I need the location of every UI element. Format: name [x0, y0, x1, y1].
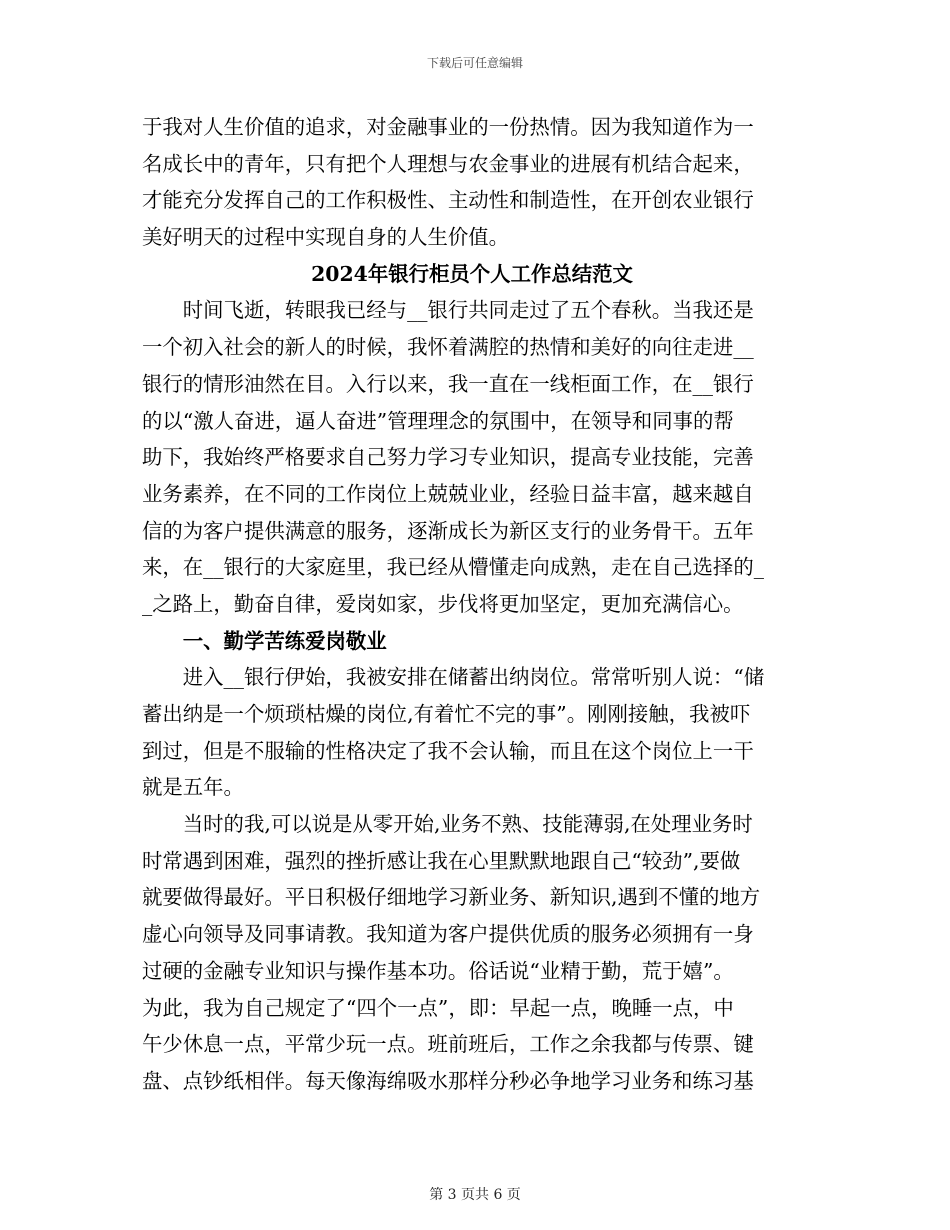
- body-text-line: 时间飞逝，转眼我已经与__银行共同走过了五个春秋。当我还是: [142, 298, 754, 323]
- body-text-line: 虚心向领导及同事请教。我知道为客户提供优质的服务必须拥有一身: [142, 922, 754, 947]
- body-text-line: 助下，我始终严格要求自己努力学习专业知识，提高专业技能，完善: [142, 445, 754, 470]
- body-text-line: 就是五年。: [142, 775, 244, 800]
- body-text-line: 信的为客户提供满意的服务，逐渐成长为新区支行的业务骨干。五年: [142, 518, 754, 543]
- document-body: [142, 109, 802, 1100]
- document-title: 2024年银行柜员个人工作总结范文: [311, 261, 633, 286]
- body-text-line: 到过，但是不服输的性格决定了我不会认输，而且在这个岗位上一干: [142, 738, 754, 763]
- body-text-line: 才能充分发挥自己的工作积极性、主动性和制造性，在开创农业银行: [142, 188, 754, 213]
- body-text-line: 进入__银行伊始，我被安排在储蓄出纳岗位。常常听别人说：“储: [142, 665, 765, 690]
- body-text-line: 美好明天的过程中实现自身的人生价值。: [142, 225, 510, 250]
- body-text-line: 过硬的金融专业知识与操作基本功。俗话说“业精于勤，荒于嬉”。: [142, 958, 734, 983]
- body-text-line: 的以“激人奋进，逼人奋进”管理理念的氛围中，在领导和同事的帮: [142, 408, 734, 433]
- page-footer: 第 3 页共 6 页: [429, 1187, 521, 1203]
- body-text-line: 盘、点钞纸相伴。每天像海绵吸水那样分秒必争地学习业务和练习基: [142, 1068, 754, 1093]
- body-text-line: _之路上，勤奋自律，爱岗如家，步伐将更加坚定，更加充满信心。: [142, 591, 744, 616]
- body-text-line: 蓄出纳是一个烦琐枯燥的岗位,有着忙不完的事”。刚刚接触，我被吓: [142, 702, 751, 726]
- section-heading: 一、勤学苦练爱岗敬业: [142, 628, 387, 653]
- body-text-line: 业务素养，在不同的工作岗位上兢兢业业，经验日益丰富，越来越自: [142, 481, 754, 506]
- body-text-line: 时常遇到困难，强烈的挫折感让我在心里默默地跟自己“较劲”,要做: [142, 848, 741, 873]
- body-text-line: 银行的情形油然在目。入行以来，我一直在一线柜面工作，在__银行: [142, 371, 754, 396]
- body-text-line: 一个初入社会的新人的时候，我怀着满腔的热情和美好的向往走进__: [142, 335, 754, 360]
- body-text-line: 来，在__银行的大家庭里，我已经从懵懂走向成熟，走在自己选择的_: [142, 555, 764, 580]
- body-text-line: 于我对人生价值的追求，对金融事业的一份热情。因为我知道作为一: [142, 115, 754, 139]
- body-text-line: 为此，我为自己规定了“四个一点”，即：早起一点，晚睡一点，中: [142, 995, 734, 1020]
- body-text-line: 午少休息一点，平常少玩一点。班前班后，工作之余我都与传票、键: [142, 1032, 754, 1057]
- body-text-line: 当时的我,可以说是从零开始,业务不熟、技能薄弱,在处理业务时: [142, 812, 753, 837]
- body-text-line: 名成长中的青年，只有把个人理想与农金事业的进展有机结合起来，: [142, 151, 754, 176]
- page-header: 下载后可任意编辑: [426, 56, 523, 70]
- body-text-line: 就要做得最好。平日积极仔细地学习新业务、新知识,遇到不懂的地方: [142, 885, 761, 910]
